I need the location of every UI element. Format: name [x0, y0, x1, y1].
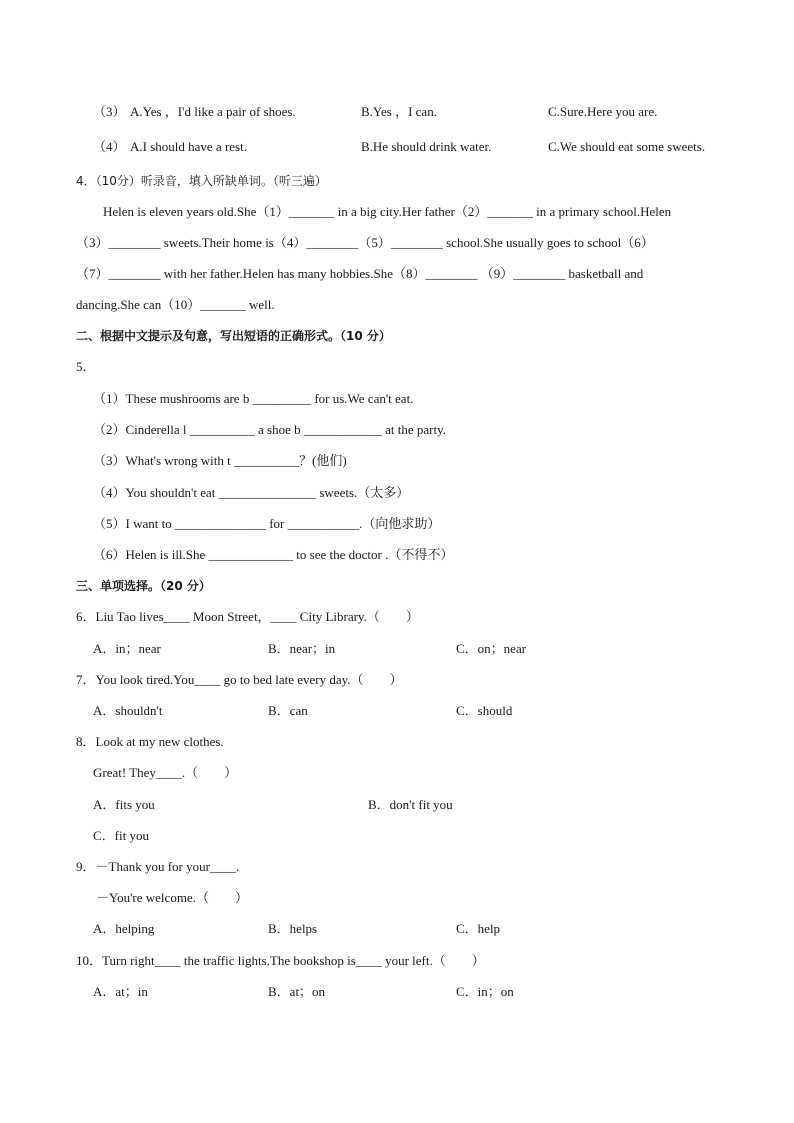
q6-option-a[interactable]: A．in；near: [93, 641, 161, 656]
q7-option-c[interactable]: C．should: [456, 703, 513, 718]
q6-option-c[interactable]: C．on；near: [456, 641, 527, 656]
question-7-stem: 7．You look tired.You____ go to bed late every day.（ ）: [76, 672, 403, 687]
q3-sub-number: （3）: [93, 104, 126, 119]
passage-line-1: Helen is eleven years old.She（1）_______ in a big city.Her father（2）_______ in a primary school.Helen: [103, 204, 672, 219]
q8-option-b[interactable]: B．don't fit you: [368, 797, 453, 812]
question-4-stem: 4．（10分）听录音，填入所缺单词。（听三遍）: [76, 174, 327, 188]
q8-option-c[interactable]: C．fit you: [93, 828, 149, 843]
passage-line-4: dancing.She can（10）_______ well.: [76, 297, 275, 312]
question-5-number: 5．: [76, 359, 96, 374]
section-2-title: 二、根据中文提示及句意，写出短语的正确形式。（10 分）: [76, 329, 391, 343]
question-6-stem: 6．Liu Tao lives____ Moon Street，____ City Library.（ ）: [76, 609, 419, 624]
q5-item-6: （6）Helen is ill.She _____________ to see the doctor .（不得不）: [93, 547, 454, 562]
q5-item-3: （3）What's wrong with t __________？(他们): [93, 453, 347, 468]
q4-option-c[interactable]: C.We should eat some sweets.: [548, 139, 706, 154]
question-8-stem-2: Great! They____.（ ）: [93, 765, 238, 780]
q6-option-b[interactable]: B．near；in: [268, 641, 336, 656]
q5-item-5: （5）I want to ______________ for ___________.（向他求助）: [93, 516, 441, 531]
q10-option-c[interactable]: C．in；on: [456, 984, 514, 999]
q4-option-b[interactable]: B.He should drink water.: [361, 139, 492, 154]
section-3-title: 三、单项选择。（20 分）: [76, 579, 211, 593]
question-10-stem: 10．Turn right____ the traffic lights.The bookshop is____ your left.（ ）: [76, 953, 485, 968]
q3-option-b[interactable]: B.Yes ，I can.: [361, 104, 437, 119]
q3-option-a[interactable]: A.Yes ，I'd like a pair of shoes.: [130, 104, 296, 119]
q10-option-a[interactable]: A．at；in: [93, 984, 148, 999]
q5-item-4: （4）You shouldn't eat _______________ sweets.（太多）: [93, 485, 410, 500]
q9-option-c[interactable]: C．help: [456, 921, 501, 936]
passage-line-3: （7）________ with her father.Helen has many hobbies.She（8）________ （9）________ basketball and: [76, 266, 644, 281]
q7-option-b[interactable]: B．can: [268, 703, 308, 718]
question-9-stem-2: －You're welcome.（ ）: [96, 890, 248, 905]
question-9-stem: 9．－Thank you for your____.: [76, 859, 240, 874]
q4-option-a[interactable]: A.I should have a rest.: [130, 139, 247, 154]
q5-item-2: （2）Cinderella l __________ a shoe b ____________ at the party.: [93, 422, 446, 437]
q9-option-b[interactable]: B．helps: [268, 921, 318, 936]
q9-option-a[interactable]: A．helping: [93, 921, 155, 936]
passage-line-2: （3）________ sweets.Their home is（4）________（5）________ school.She usually goes to school（6）: [76, 235, 654, 250]
q3-option-c[interactable]: C.Sure.Here you are.: [548, 104, 658, 119]
q4-sub-number: （4）: [93, 139, 126, 154]
question-8-stem: 8．Look at my new clothes.: [76, 734, 224, 749]
q8-option-a[interactable]: A．fits you: [93, 797, 155, 812]
q5-item-1: （1）These mushrooms are b _________ for us.We can't eat.: [93, 391, 414, 406]
q10-option-b[interactable]: B．at；on: [268, 984, 326, 999]
q7-option-a[interactable]: A．shouldn't: [93, 703, 163, 718]
